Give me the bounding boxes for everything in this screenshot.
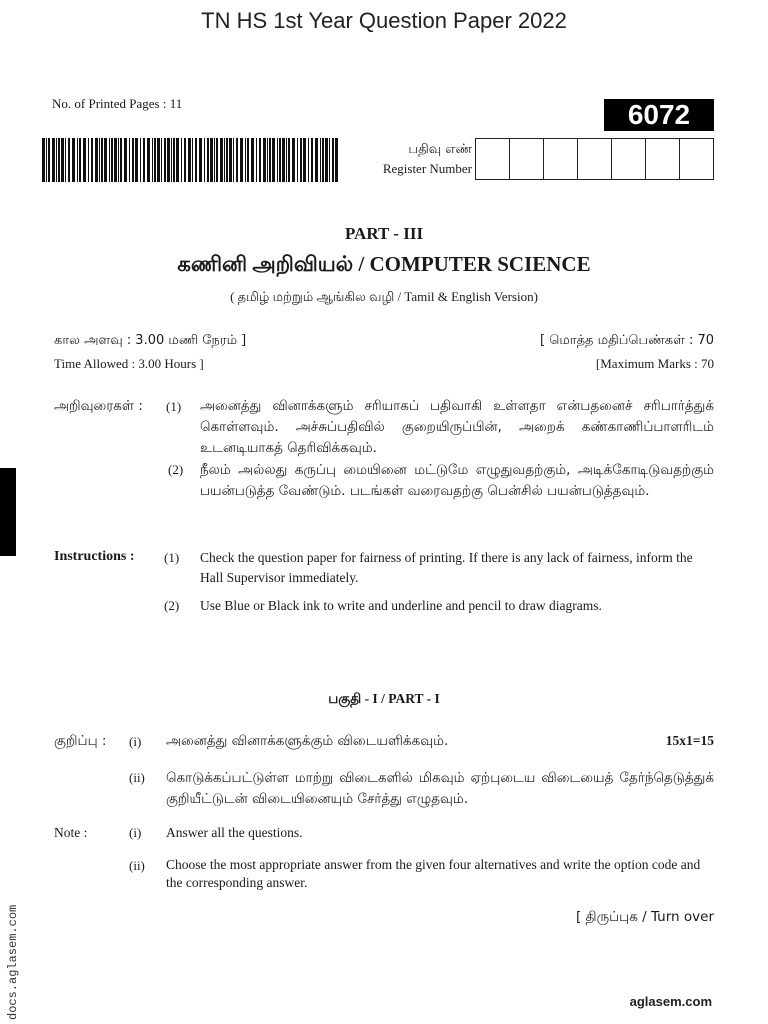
barcode-bar <box>42 138 45 182</box>
barcode-bar <box>214 138 215 182</box>
printed-pages-count: No. of Printed Pages : 11 <box>52 96 183 111</box>
side-watermark: docs.aglasem.com <box>6 904 20 1020</box>
barcode-bar <box>184 138 186 182</box>
note-ta-text: அனைத்து வினாக்களுக்கும் விடையளிக்கவும். <box>166 733 449 749</box>
barcode-bar <box>147 138 150 182</box>
instruction-ta-text: நீலம் அல்லது கருப்பு மையினை மட்டுமே எழுதுவதற்கும், அடிக்கோடிடுவதற்கும் பயன்படுத்த வேண்டும். படங்கள் வரைவதற்கு பென்சில் பயன்படுத்தவும். <box>200 462 714 499</box>
barcode-bar <box>72 138 75 182</box>
barcode-bar <box>311 138 313 182</box>
barcode-bar <box>68 138 70 182</box>
footer-brand: aglasem.com <box>629 994 712 1009</box>
barcode-bar <box>65 138 66 182</box>
barcode-bar <box>226 138 228 182</box>
barcode-bar <box>56 138 57 182</box>
note-ta-number: (i) <box>129 734 142 749</box>
barcode-bar <box>267 138 268 182</box>
barcode-bar <box>152 138 153 182</box>
side-marker-bar <box>0 468 16 556</box>
barcode-bar <box>282 138 285 182</box>
barcode-bar <box>236 138 238 182</box>
barcode-bar <box>154 138 156 182</box>
barcode-bar <box>240 138 243 182</box>
turn-over-label: [ திருப்புக / Turn over <box>575 909 714 925</box>
note-ta-number: (ii) <box>129 770 145 785</box>
barcode-bar <box>46 138 47 182</box>
barcode-bar <box>247 138 249 182</box>
barcode-bar <box>109 138 110 182</box>
instruction-en-number: (1) <box>164 550 180 565</box>
barcode-bar <box>95 138 98 182</box>
barcode-bar <box>308 138 309 182</box>
barcode-bar <box>251 138 254 182</box>
barcode-bar <box>61 138 64 182</box>
barcode-bar <box>199 138 202 182</box>
time-allowed-en: Time Allowed : 3.00 Hours ] <box>54 356 204 371</box>
instructions-en-label: Instructions : <box>54 549 135 564</box>
paper-code: 6072 <box>604 99 714 131</box>
note-ta-label: குறிப்பு : <box>54 733 107 749</box>
register-number-label <box>340 140 472 178</box>
barcode-bar <box>171 138 172 182</box>
barcode-bar <box>259 138 261 182</box>
note-en-label: Note : <box>54 825 88 840</box>
barcode-bar <box>161 138 162 182</box>
register-number-boxes <box>476 138 714 180</box>
barcode-bar <box>188 138 191 182</box>
barcode-bar <box>120 138 122 182</box>
barcode-bar <box>192 138 193 182</box>
barcode-bar <box>83 138 86 182</box>
register-digit-box <box>543 138 578 180</box>
register-digit-box <box>645 138 680 180</box>
part-heading: PART - III <box>344 224 424 243</box>
barcode-bar <box>195 138 197 182</box>
barcode-bar <box>129 138 130 182</box>
barcode-bar <box>143 138 145 182</box>
barcode-bar <box>181 138 182 182</box>
barcode-bar <box>135 138 138 182</box>
barcode-bar <box>204 138 205 182</box>
instruction-ta-number: (1) <box>166 399 182 414</box>
register-digit-box <box>509 138 544 180</box>
register-digit-box <box>577 138 612 180</box>
barcode-bar <box>325 138 328 182</box>
max-marks-en: [Maximum Marks : 70 <box>595 356 714 371</box>
barcode-bar <box>216 138 218 182</box>
barcode-bar <box>263 138 266 182</box>
barcode-bar <box>292 138 295 182</box>
barcode-bar <box>272 138 275 182</box>
subject-title: கணினி அறிவியல் / COMPUTER SCIENCE <box>177 252 591 276</box>
barcode-bar <box>300 138 302 182</box>
barcode-bar <box>140 138 141 182</box>
note-en-number: (i) <box>129 825 142 840</box>
barcode-bar <box>132 138 134 182</box>
barcode-bar <box>335 138 338 182</box>
note-en-number: (ii) <box>129 858 145 873</box>
barcode-bar <box>58 138 60 182</box>
barcode-bar <box>118 138 119 182</box>
barcode-bar <box>332 138 334 182</box>
version-line: ( தமிழ் மற்றும் ஆங்கில வழி / Tamil & English Version) <box>230 289 538 304</box>
register-digit-box <box>475 138 510 180</box>
barcode-bar <box>77 138 78 182</box>
instruction-ta-number: (2) <box>168 462 184 477</box>
instructions-ta-label: அறிவுரைகள் : <box>54 398 143 414</box>
barcode-bar <box>88 138 89 182</box>
note-en-text: Answer all the questions. <box>166 825 303 840</box>
barcode-bar <box>124 138 127 182</box>
barcode-bar <box>245 138 246 182</box>
barcode-bar <box>91 138 93 182</box>
barcode-bar <box>176 138 179 182</box>
register-digit-box <box>611 138 646 180</box>
instruction-ta-text: அனைத்து வினாக்களும் சரியாகப் பதிவாகி உள்ளதா என்பதனைச் சரிபார்த்துக் கொள்ளவும். அச்சுப்பதிவில் குறையிருப்பின், அறைக் கண்காணிப்பாளரிடம் உடனடியாகத் தெரிவிக்கவும். <box>200 398 714 456</box>
barcode-bar <box>167 138 170 182</box>
note-en-text: Choose the most appropriate answer from the given four alternatives and write the option code and the corresponding answer. <box>166 857 701 890</box>
barcode-bar <box>164 138 166 182</box>
barcode-bar <box>207 138 209 182</box>
barcode-bar <box>173 138 175 182</box>
note-ta-text: கொடுக்கப்பட்டுள்ள மாற்று விடைகளில் மிகவும் ஏற்புடைய விடையைத் தேர்ந்தெடுத்துக் குறியீட்டுடன் விடையினையும் சேர்த்து எழுதவும். <box>166 770 714 807</box>
marks-allocation: 15x1=15 <box>665 733 714 748</box>
barcode-bar <box>224 138 225 182</box>
time-allowed-ta: கால அளவு : 3.00 மணி நேரம் ] <box>54 333 247 348</box>
barcode-bar <box>111 138 113 182</box>
barcode-bar <box>277 138 278 182</box>
instruction-en-number: (2) <box>164 598 180 613</box>
register-label-en: Register Number <box>382 161 472 176</box>
barcode-bar <box>233 138 234 182</box>
barcode-bar <box>256 138 257 182</box>
barcode-bar <box>279 138 281 182</box>
register-digit-box <box>679 138 714 180</box>
register-label-ta: பதிவு எண் <box>408 142 472 157</box>
instruction-en-text: Use Blue or Black ink to write and underline and pencil to draw diagrams. <box>200 598 602 613</box>
barcode-bar <box>229 138 232 182</box>
barcode-icon <box>40 138 338 182</box>
barcode-bar <box>303 138 306 182</box>
instruction-en-text: Check the question paper for fairness of printing. If there is any lack of fairness, inform the Hall Supervisor immediately. <box>200 550 693 585</box>
barcode-bar <box>104 138 107 182</box>
barcode-bar <box>286 138 287 182</box>
barcode-bar <box>220 138 223 182</box>
barcode-bar <box>297 138 298 182</box>
max-marks-ta: [ மொத்த மதிப்பெண்கள் : 70 <box>540 333 714 348</box>
barcode-bar <box>99 138 100 182</box>
barcode-bar <box>210 138 213 182</box>
barcode-bar <box>315 138 318 182</box>
barcode-bar <box>114 138 117 182</box>
barcode-bar <box>52 138 55 182</box>
barcode-bar <box>320 138 321 182</box>
barcode-bar <box>157 138 160 182</box>
barcode-bar <box>329 138 330 182</box>
page-header-title: TN HS 1st Year Question Paper 2022 <box>201 8 567 33</box>
barcode-bar <box>269 138 271 182</box>
barcode-bar <box>288 138 290 182</box>
barcode-bar <box>101 138 103 182</box>
part-one-heading: பகுதி - I / PART - I <box>328 691 440 706</box>
barcode-bar <box>79 138 81 182</box>
barcode-bar <box>48 138 50 182</box>
barcode-bar <box>322 138 324 182</box>
